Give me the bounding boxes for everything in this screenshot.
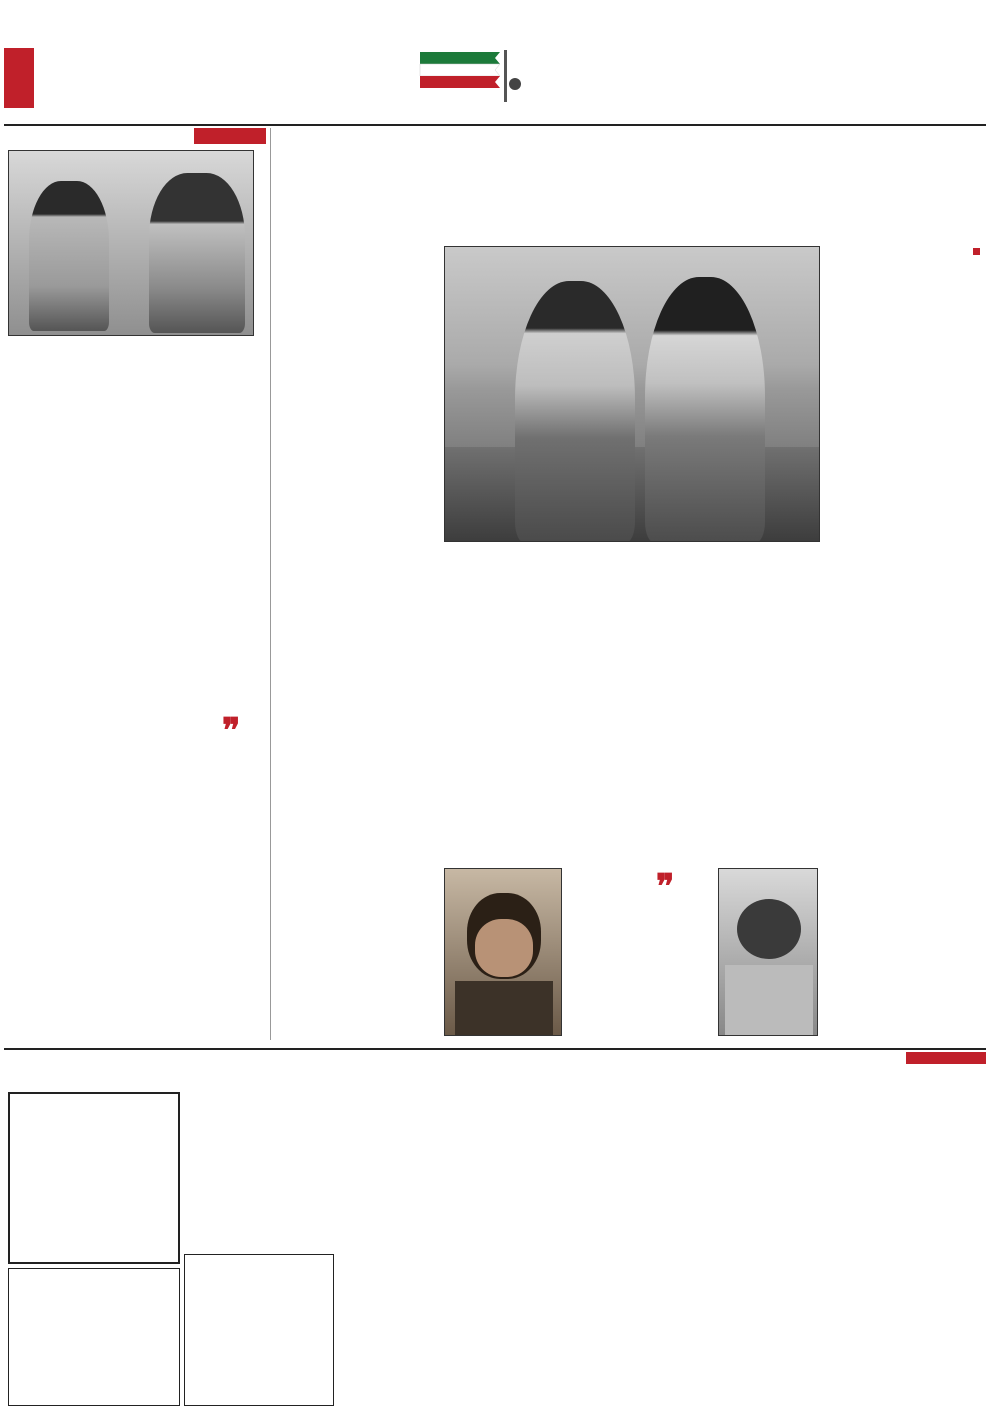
down-clues (340, 1328, 670, 1410)
main-article (274, 128, 986, 1040)
across-clues (340, 1176, 670, 1306)
main-photo-caption (432, 246, 442, 542)
sidebar-quote-mark: ❞ (222, 711, 241, 751)
hospital-photo-caption (820, 868, 830, 1036)
sudoku-grid[interactable] (8, 1092, 180, 1264)
main-photo (444, 246, 820, 542)
sudoku-section (4, 1064, 334, 1410)
header-rule (4, 124, 986, 126)
sidebar-divider (270, 128, 271, 1040)
sidebar-photo (8, 150, 254, 336)
veteran-photo-caption (432, 868, 442, 1036)
pull-quote-mark: ❞ (656, 867, 675, 907)
article-pull-quote (570, 908, 708, 1036)
answer-grid (8, 1268, 180, 1406)
sidebar (4, 128, 266, 1048)
crossword-column-numbers (680, 1080, 968, 1094)
sidebar-column-b (8, 410, 130, 710)
logo (4, 48, 34, 108)
sidebar-column-a (138, 410, 260, 1046)
article-column-3 (444, 552, 658, 720)
answer-grid-right (184, 1254, 334, 1406)
puzzle-strip (4, 1048, 986, 1062)
crossword-grid[interactable] (680, 1096, 968, 1404)
author-marker-icon (973, 248, 980, 255)
sidebar-label (194, 128, 266, 144)
article-column-4b (278, 570, 428, 1036)
crossword (680, 1080, 986, 1410)
article-column-4 (278, 246, 428, 546)
article-column-1 (830, 520, 980, 990)
hospital-photo (718, 868, 818, 1036)
article-column-2 (668, 552, 818, 852)
crossword-row-numbers (970, 1096, 986, 1384)
article-intro (830, 264, 980, 484)
section-brand (400, 44, 530, 104)
puzzle-strip-label (906, 1052, 986, 1064)
veteran-photo (444, 868, 562, 1036)
crossword-clues (340, 1064, 670, 1410)
header (0, 40, 990, 120)
sidebar-photo-caption (256, 150, 266, 336)
article-author (830, 248, 980, 258)
article-column-3b (444, 744, 658, 864)
brand-flag-icon (400, 44, 530, 104)
